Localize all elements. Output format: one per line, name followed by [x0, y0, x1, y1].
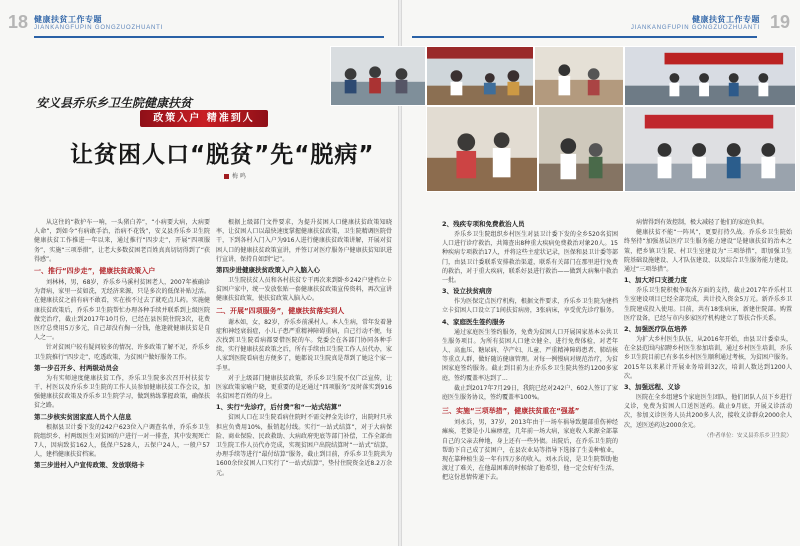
paragraph: 作为医保定点医疗机构，根据文件要求，乔乐乡卫生院为建档立卡贫困人口设立了1间扶贫病房，3张病床，享受优先诊疗服务。	[442, 298, 618, 315]
author-byline	[224, 171, 246, 180]
photo-doctor-visit	[534, 46, 624, 106]
section-heading: 2、加强医疗队伍培养	[624, 325, 688, 334]
paragraph: 乔乐乡卫生院组织乡村医生对县卫计委下发的全乡520名贫困人口进行诊疗救治，共筛查出8种重大疾病免费救治对象20人。15种疾病专项救治17人，并将这些主症状记录，医保和县卫计委等部门，由县卫计委联系安排救治渠道，联系有关部门在那里进行免费的救治，对于重大疾病，联系好县进行救治——做到大病集中救治一批。	[442, 231, 618, 285]
section-heading: 第二步核实贫困家庭人员个人信息	[34, 412, 132, 421]
section-heading: 2、残疾专项和免费救治人员	[442, 220, 525, 228]
byline-mark-icon	[224, 174, 229, 179]
section-heading: 3、设立扶贫病房	[442, 287, 493, 296]
paragraph: 通过家庭医生签约服务，免费为贫困人口开展国家基本公共卫生服务项目。为所有贫困人口建立健全、进行免费体检，对老年人、高血压、糖尿病、孕产妇、儿童、严重精神障碍患者、肺结核等重点人群，做好随访健康管理。对每一例慢病对规范治疗，为贫困家庭签约服务。截止到目前为止乔乐乡卫生院共签约1200多家庭，签约覆盖率达到了...	[442, 328, 618, 382]
paragraph: 截止到2017年7月29日，我院已经对242户、602人签订了家庭医生服务协议，签约覆盖率100%。	[442, 384, 618, 402]
section-heading: 1、实行“先诊疗，后付费”和“一站式结算”	[216, 403, 342, 412]
paragraph: 为有实师速度健康扶贫工作，乔乐卫生院多次召开村扶贫专干、村医以及乔乐乡卫生院的工作人员参加健康扶贫工作会议，加强健康扶贫政策及乔乐乡卫生院学习，做到熟练掌握政策，确保扶贫之路。	[34, 374, 210, 410]
photo-clinic	[426, 46, 534, 106]
paragraph: 对于上级部门健康扶贫政策，乔乐乡卫生院不仅广泛宣传，让医家政策家喻户晓，更重要的是还通过“四项服务”及时落实到916名贫困老百姓的身上。	[216, 374, 392, 401]
right-page-header	[402, 0, 800, 44]
paragraph: 根据县卫计委下发的242户623位入户调查名单，乔乐乡卫生院组织乡、村两级医生对贫困的户进行一对一排查，其中发现死亡7人，因病致贫162人，低保户528人，五保户24人，一般户57人，建档健康扶贫档案。	[34, 423, 210, 459]
paragraph: 医院在全乡组建5个家庭医生团队，他们团队人员下乡进行义诊，免费为贫困人口送医送药。截止9月底，开展义诊活动次，参加义诊医务人员共200多人次，接收义诊群众2000余人次，送医送药达2000余元。	[624, 394, 792, 429]
right-section-title: 健康扶贫工作专题	[692, 15, 760, 24]
paragraph: 健康扶贫不能“一阵风”，更要打持久战。乔乐乡卫生院始终坚持“加强基层医疗卫生服务能力建设”是健康扶贫的治本之策，把乡镇卫生院、村卫生室建设为“三项举措”，即加强卫生院基础设施建设、人才队伍建设、以及综合卫生服务能力建设。通过“三项举措”。	[624, 229, 792, 274]
paragraph: 乔乐卫生院积极争取各方面的支持，截止2017年乔乐村卫生室建设项目已经全部完成，共计投入资金5万元。新乔乐乡卫生院建成投入使用。目前，共有18张病床，新建住院部。购置医疗设备，已经与市内多家医疗机构建立了帮扶合作关系。	[624, 287, 792, 322]
paragraph: 病情得到有效控制，极大减轻了他们的家庭负担。	[636, 219, 769, 226]
text-column-2	[216, 218, 392, 534]
photo-banner-team	[624, 46, 796, 106]
photo-collage	[330, 46, 796, 192]
section-heading: 第四步进健康扶贫政策入户入脑入心	[216, 266, 320, 275]
paragraph: 卫生院扶贫人员和各村扶贫专干再次来到卧乡242户建档立卡贫困户家中，统一发放张贴一套健康扶贫政策宣传资料，再次宣讲健康扶贫政策，使扶贫政策入脑入心。	[216, 277, 392, 303]
author-affiliation: （作者单位：安义县乔乐乡卫生院）	[703, 432, 792, 439]
paragraph: 为扩大乡村医生队伍，从2016年开始，由县卫计委牵头，在全县范围内招聘乡村医生参加培训，通过乡村医生培训，乔乐乡卫生院目前已有多名乡村医生顺利通过考核，为贫困户服务。2015年以来累计开展业务培训32次，培训人数达到1200人次。	[624, 336, 792, 380]
hospital-title: 安义县乔乐乡卫生院健康扶贫	[36, 96, 193, 110]
photo-elderly-patient	[426, 106, 538, 192]
text-column-3	[442, 218, 618, 534]
paragraph: 谢木如，女，82岁，乔乐乡前溪村人。本人生病，常年发着暑症和神经衰弱症，小儿子患严重精神障碍重病，自己行动不便，每次找到卫生院看病都要借医院的车。党委会在各部门协同各种手续，实行健康扶贫政策之后，所有手续由卫生院工作人员代办，家人家到医院看病也方便多了，她都说卫生院真是帮到了她这个家一手里。	[216, 318, 392, 372]
paragraph: 针对贫困户较有疑问较多的情况、许多政策了解不足，乔乐乡卫生院推行“四步走”，吃透政策，为贫困户做好服务工作。	[34, 344, 210, 361]
section-heading: 4、家庭医生签约服务	[442, 317, 506, 326]
right-section-pinyin: JIANKANGFUPIN GONGZUOZHUANTI	[630, 25, 760, 31]
paragraph: 从这往的“救护车一响，一头猪白养”，“小病要大病，大病要人命”，到如今“有病敢手治，治病不花钱”，安义县乔乐乡卫生院健康扶贫工作推进一年以来，通过推行“四步走”，开展“四项服务”，实施“三项举措”，让老大多数贫困老百姓真真切切得到了“获得感”。	[34, 219, 210, 263]
paragraph: 刘永兵，男，37岁，2013年由于一场车祸导致腿部重伤神经瘫痪，老婆是小儿麻痹症，几年前一场大病，家庭收入来源全部靠自己的父亲去种地，身上还有一些外债。出院后，在乔乐卫生院的帮助下自己成了贫困户，在县农业局等指导下选择了生姜种植业，现在靠种植生姜一年有四万多的收入。刘永兵说，是卫生院帮助他渡过了难关，在他最困难的时候给了他希望，他一定会好好生活，把这份恩情传递下去。	[442, 419, 618, 482]
photo-ward-group	[624, 106, 796, 192]
section-heading: 3、加强远程、义诊	[624, 383, 681, 392]
section-heading: 三、实施“三项举措”，健康扶贫重在“强基”	[442, 407, 580, 416]
section-heading: 第三步进村入户宣传政策、发放联络卡	[34, 461, 145, 470]
text-column-4	[624, 218, 792, 534]
paragraph: 根据上级部门文件要求，为提升贫困人口健康扶贫政策知晓率，让贫困人口以最快速度掌握健康扶贫政策，卫生院精调医院骨干，下到各村入门入户为916人进行健康扶贫政策讲解，开展对贫困人口的健康扶贫政策宣讲，并签订对医疗服务户健康扶贫知识进行宣讲，保持自如到“记”。	[216, 219, 392, 263]
left-page-header	[0, 0, 398, 44]
policy-banner: 政策入户 精准到人	[140, 110, 268, 127]
right-header-rule	[412, 36, 757, 38]
section-heading: 1、加大对口支援力度	[624, 276, 688, 285]
left-page-number: 18	[8, 12, 29, 32]
right-page-number: 19	[769, 12, 790, 32]
text-column-1	[34, 218, 210, 534]
author-name: 梅 鸣	[232, 173, 246, 180]
left-header-rule	[34, 36, 384, 38]
photo-meeting	[330, 46, 426, 106]
left-section-title: 健康扶贫工作专题	[34, 15, 102, 24]
paragraph: 贫困人口在卫生院看病住院时不需交押金先诊疗，出院时只承担应负费用10%，报销起付线。实行“一站式结算”，对于大病保险、商业保险、民政救助、大病政府兜底等部门补偿，工作全部由卫生院工作人员代办完成，实现贫困户出院结算时“一站式”结算，办理手续等进行“最付结算”服务，截止到目前，乔乐乡卫生院共为1600余位贫困人口实行了“一站式结算”，垫付住院资金近8.2万余元。	[216, 414, 392, 477]
left-section-pinyin: JIANKANGFUPIN GONGZUOZHUANTI	[34, 25, 164, 31]
article-headline: 让贫困人口“脱贫”先“脱病”	[70, 142, 375, 168]
section-heading: 二、开展“四项服务”，健康扶贫落实到人	[216, 306, 345, 315]
section-heading: 第一步召开乡、村两级动员会	[34, 363, 119, 372]
paragraph: 刘林林，男，68岁，乔乐乡马溪村贫困老人，2007年被确诊为肾病，家里一贫如洗，无经济来源，只是多次的低保补贴过活。在健康扶贫之前有病不敢看，实在挨不过去了就吃点儿药。实施健康扶贫政策后，乔乐乡卫生院帮忙办理各种手续并联系到上级医院做完治疗，截止到2017年10月份，已经在县医院住院3次，花费医疗总费用5万多元，自己却没有掏一分钱，他逢就健康扶贫是自人之一。	[34, 279, 210, 342]
photo-home-visit	[538, 106, 624, 192]
section-heading: 一、推行“四步走”，健康扶贫政策入户	[34, 267, 156, 276]
